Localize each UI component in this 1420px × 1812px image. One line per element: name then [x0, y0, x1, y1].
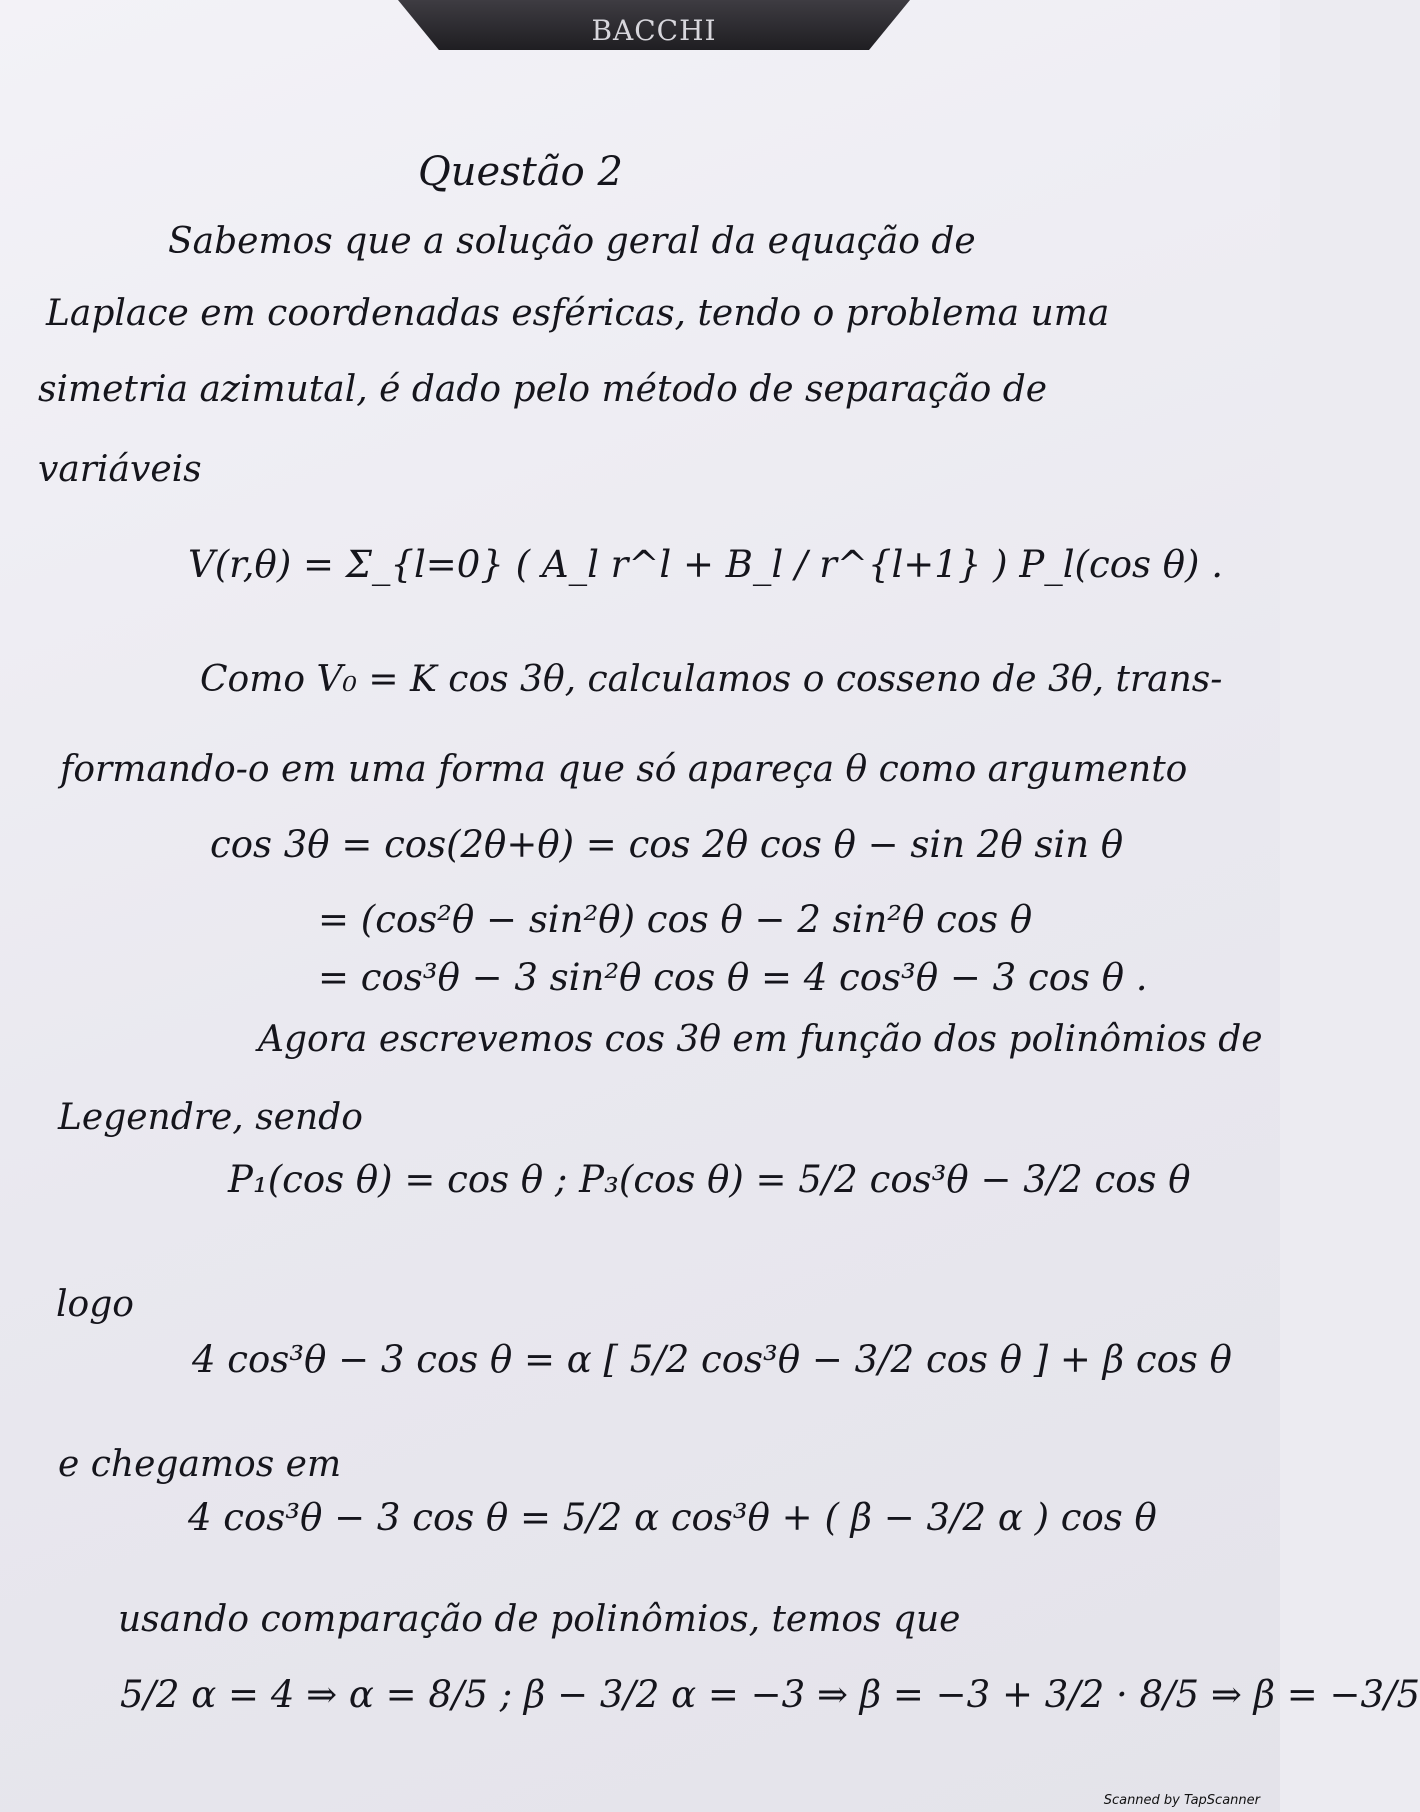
phrase-chegamos: e chegamos em — [58, 1444, 342, 1485]
paragraph-1-line-2: Laplace em coordenadas esféricas, tendo o problema uma — [46, 293, 1110, 334]
paragraph-3-line-1: Agora escrevemos cos 3θ em função dos polinômios de — [258, 1019, 1263, 1060]
word-logo: logo — [56, 1284, 134, 1325]
question-title: Questão 2 — [418, 149, 623, 195]
paragraph-2-line-2: formando-o em uma forma que só apareça θ como argumento — [60, 749, 1188, 790]
paragraph-1-line-1: Sabemos que a solução geral da equação de — [168, 221, 976, 262]
equation-cos3-line-1: cos 3θ = cos(2θ+θ) = cos 2θ cos θ − sin 2θ sin θ — [210, 823, 1124, 866]
paragraph-3-line-2: Legendre, sendo — [58, 1097, 363, 1138]
equation-legendre-polynomials: P₁(cos θ) = cos θ ; P₃(cos θ) = 5/2 cos³θ − 3/2 cos θ — [228, 1158, 1191, 1201]
paragraph-2-line-1: Como V₀ = K cos 3θ, calculamos o cosseno de 3θ, trans- — [200, 659, 1223, 700]
equation-alpha-beta: 4 cos³θ − 3 cos θ = α [ 5/2 cos³θ − 3/2 cos θ ] + β cos θ — [192, 1338, 1232, 1381]
equation-result: 4 cos³θ − 3 cos θ = 5/2 α cos³θ + ( β − 3/2 α ) cos θ — [188, 1496, 1157, 1539]
equation-cos3-line-3: = cos³θ − 3 sin²θ cos θ = 4 cos³θ − 3 cos θ . — [318, 956, 1148, 999]
paragraph-1-line-3: simetria azimutal, é dado pelo método de separação de — [38, 369, 1048, 410]
phrase-comparacao: usando comparação de polinômios, temos que — [118, 1599, 961, 1640]
paragraph-1-line-4: variáveis — [38, 449, 202, 490]
equation-final: 5/2 α = 4 ⇒ α = 8/5 ; β − 3/2 α = −3 ⇒ β = −3 + 3/2 · 8/5 ⇒ β = −3/5 — [120, 1673, 1420, 1716]
equation-cos3-line-2: = (cos²θ − sin²θ) cos θ − 2 sin²θ cos θ — [318, 898, 1033, 941]
scanner-watermark: Scanned by TapScanner — [1103, 1793, 1260, 1808]
equation-general-solution: V(r,θ) = Σ_{l=0} ( A_l r^l + B_l / r^{l+1} ) P_l(cos θ) . — [188, 543, 1223, 586]
clipboard-brand: BACCHI — [591, 14, 717, 47]
